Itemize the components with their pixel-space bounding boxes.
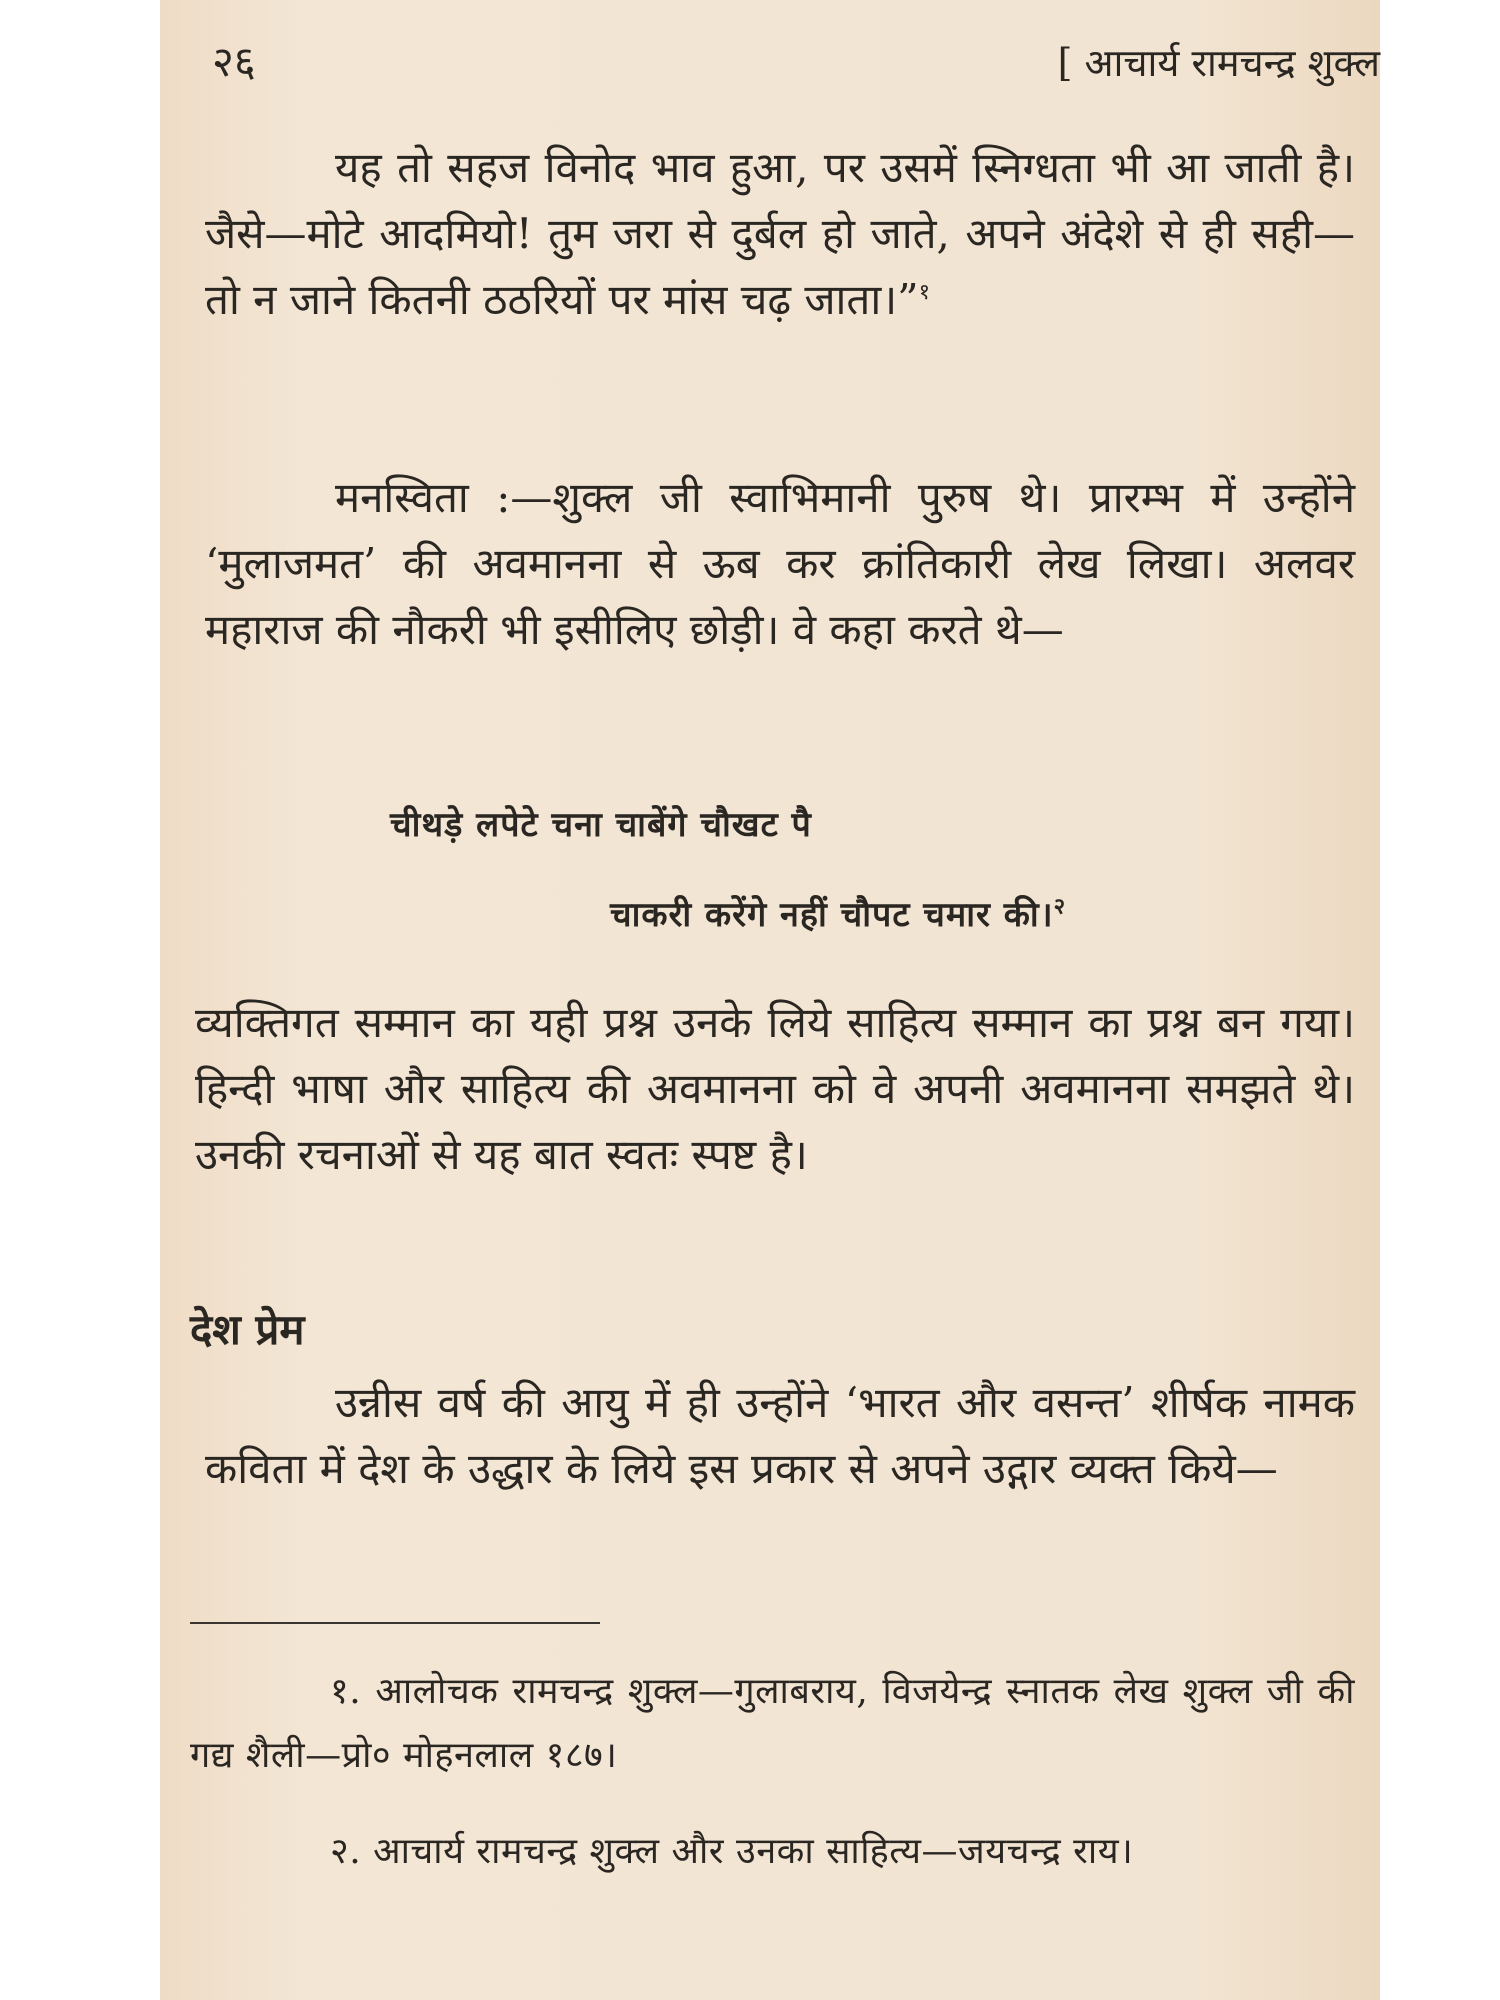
footnote-ref-1: १ [918,280,931,305]
footnote-divider [190,1622,600,1624]
footnote-2: २. आचार्य रामचन्द्र शुक्ल और उनका साहित्य—जयचन्द्र राय। [330,1831,1134,1872]
paragraph-1-text: यह तो सहज विनोद भाव हुआ, पर उसमें स्निग्धता भी आ जाती है। जैसे—मोटे आदमियो! तुम जरा से दुर्बल हो जाते, अपने अंदेशे से ही सही—तो न जाने कितनी ठठरियों पर मांस चढ़ जाता।” [205,143,1355,324]
paragraph-2: मनस्विता :—शुक्ल जी स्वाभिमानी पुरुष थे। प्रारम्भ में उन्होंने ‘मुलाजमत’ की अवमानना से ऊब कर क्रांतिकारी लेख लिखा। अलवर महाराज की नौकरी भी इसीलिए छोड़ी। वे कहा करते थे— [205,473,1355,654]
page-number: २६ [212,37,256,86]
section-heading: देश प्रेम [190,1305,305,1354]
verse-line-2 [610,890,1066,936]
footnote-1: १. आलोचक रामचन्द्र शुक्ल—गुलाबराय, विजयेन्द्र स्नातक लेख शुक्ल जी की गद्य शैली—प्रो० मोहनलाल १८७। [190,1671,1355,1776]
paragraph-3: व्यक्तिगत सम्मान का यही प्रश्न उनके लिये साहित्य सम्मान का प्रश्न बन गया। हिन्दी भाषा और साहित्य की अवमानना को वे अपनी अवमानना समझते थे। उनकी रचनाओं से यह बात स्वतः स्पष्ट है। [195,998,1355,1179]
footnote-ref-2: २ [1053,893,1067,920]
paragraph-1 [205,135,1355,333]
verse-line-2-text: चाकरी करेंगे नहीं चौपट चमार की। [610,895,1054,935]
running-title: [ आचार्य रामचन्द्र शुक्ल [1057,41,1380,85]
verse-line-1: चीथड़े लपेटे चना चाबेंगे चौखट पै [390,805,812,845]
paragraph-4: उन्नीस वर्ष की आयु में ही उन्होंने ‘भारत और वसन्त’ शीर्षक नामक कविता में देश के उद्धार के लिये इस प्रकार से अपने उद्गार व्यक्त किये— [205,1378,1355,1493]
